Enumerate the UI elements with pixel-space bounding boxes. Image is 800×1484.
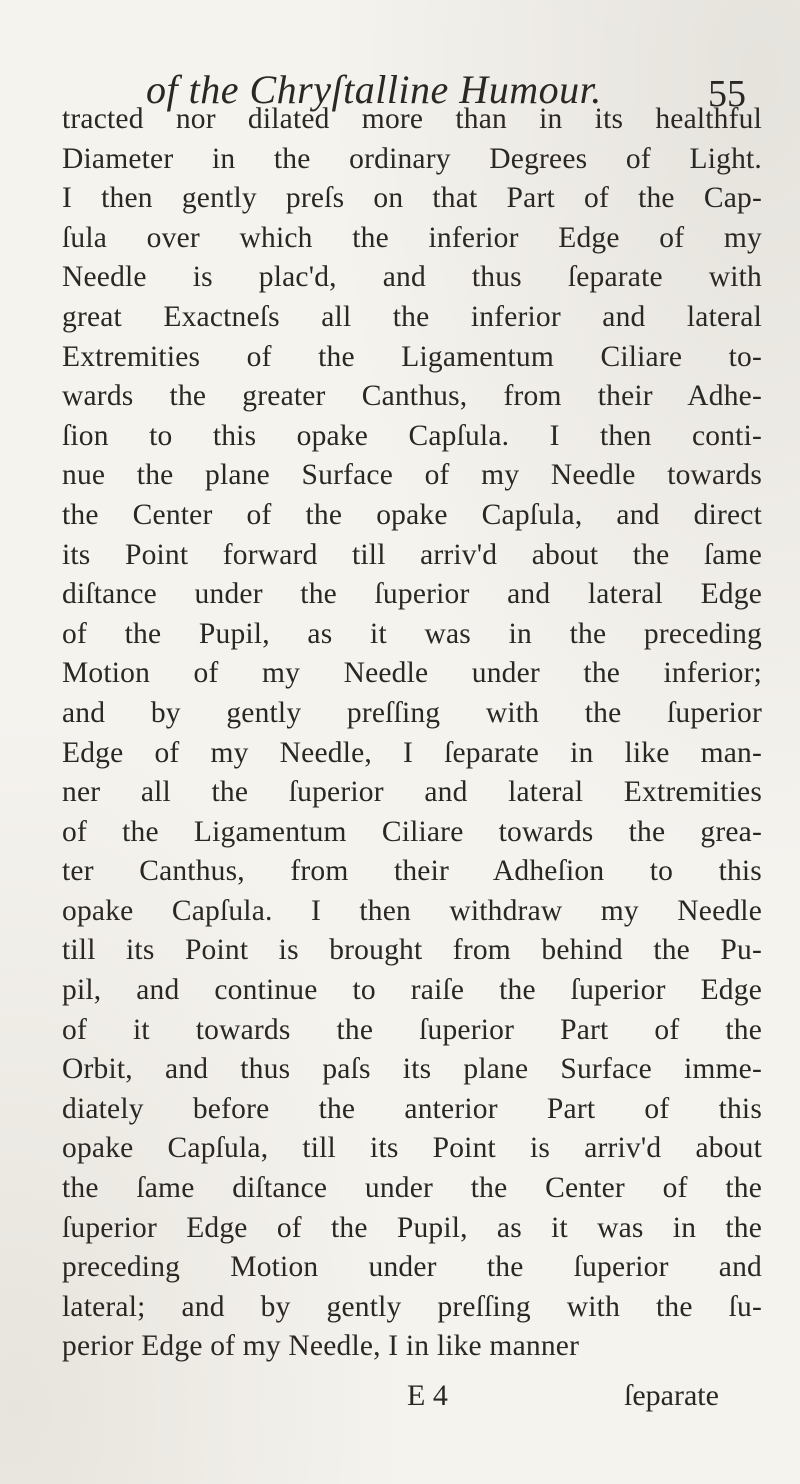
text-line: the ſame diſtance under the Center of the <box>62 1172 762 1205</box>
text-line: perior Edge of my Needle, I in like manner <box>62 1330 580 1363</box>
text-line: of the Pupil, as it was in the preceding <box>62 617 762 650</box>
body-text <box>62 100 762 1367</box>
text-line: tracted nor dilated more than in its healthful <box>62 103 762 135</box>
text-line: Edge of my Needle, I ſeparate in like man- <box>62 736 762 769</box>
text-line: and by gently preſſing with the ſuperior <box>62 696 762 729</box>
text-line: opake Capſula. I then withdraw my Needle <box>62 894 762 927</box>
text-line: ſion to this opake Capſula. I then conti- <box>62 419 762 452</box>
text-line: Extremities of the Ligamentum Ciliare to- <box>62 340 762 373</box>
text-line: ter Canthus, from their Adheſion to this <box>62 855 762 888</box>
text-line: I then gently preſs on that Part of the Cap- <box>62 182 762 215</box>
signature-mark: E 4 <box>407 1379 448 1412</box>
catchword: ſeparate <box>624 1379 719 1412</box>
text-line: Diameter in the ordinary Degrees of Light. <box>62 142 762 175</box>
page-number: 55 <box>708 73 746 115</box>
text-line: of the Ligamentum Ciliare towards the grea- <box>62 815 762 848</box>
text-line: its Point forward till arriv'd about the ſame <box>62 538 762 571</box>
text-line: till its Point is brought from behind the Pu- <box>62 934 762 967</box>
text-line: the Center of the opake Capſula, and direct <box>62 498 762 531</box>
text-line: ſuperior Edge of the Pupil, as it was in the <box>62 1211 762 1244</box>
text-line: diately before the anterior Part of this <box>62 1092 762 1125</box>
page-footer <box>0 1376 800 1420</box>
text-line: Needle is plac'd, and thus ſeparate with <box>62 261 762 294</box>
text-line: Motion of my Needle under the inferior; <box>62 657 762 690</box>
text-line: ſula over which the inferior Edge of my <box>62 221 762 254</box>
text-line: wards the greater Canthus, from their Adhe- <box>62 380 762 413</box>
running-title: of the Chryſtalline Humour. <box>146 67 602 112</box>
text-line: great Exactneſs all the inferior and lateral <box>62 300 762 333</box>
text-line: ner all the ſuperior and lateral Extremities <box>62 776 762 809</box>
text-line: diſtance under the ſuperior and lateral Edge <box>62 578 762 611</box>
text-line: lateral; and by gently preſſing with the ſu- <box>62 1290 762 1323</box>
text-line: Orbit, and thus paſs its plane Surface imme- <box>62 1053 762 1086</box>
text-line: preceding Motion under the ſuperior and <box>62 1251 762 1284</box>
text-line: nue the plane Surface of my Needle towards <box>62 459 762 492</box>
text-line: of it towards the ſuperior Part of the <box>62 1013 762 1046</box>
text-line: pil, and continue to raiſe the ſuperior Edge <box>62 974 762 1007</box>
text-line: opake Capſula, till its Point is arriv'd about <box>62 1132 762 1165</box>
